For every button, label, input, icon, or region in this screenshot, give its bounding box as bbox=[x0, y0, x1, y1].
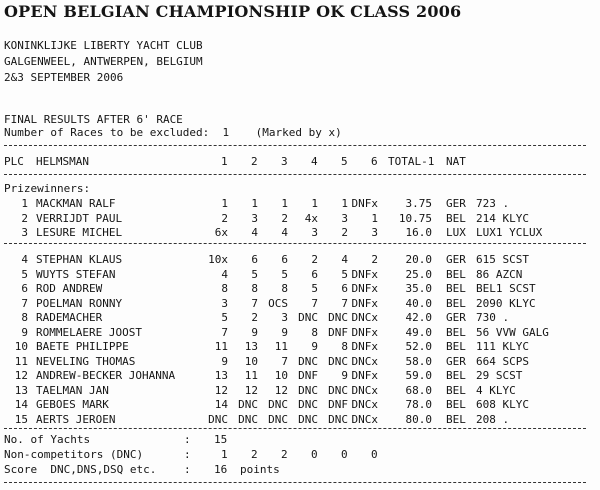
nat-cell: LUX bbox=[446, 226, 466, 239]
race-3-cell: DNC bbox=[268, 398, 288, 411]
race-6-cell: DNFx bbox=[351, 197, 378, 210]
table-row bbox=[0, 384, 600, 397]
header-total: TOTAL-1 bbox=[388, 155, 435, 168]
table-row bbox=[0, 355, 600, 368]
race-2-cell: 7 bbox=[251, 296, 258, 310]
place-cell: 5 bbox=[21, 267, 28, 281]
race-3-cell: 11 bbox=[274, 340, 288, 353]
race-1-cell: 9 bbox=[221, 354, 228, 368]
header-race-2: 2 bbox=[251, 155, 258, 168]
race-4-cell: 5 bbox=[311, 282, 318, 295]
nat-cell: GER bbox=[446, 197, 466, 210]
race-2-cell: 3 bbox=[251, 211, 258, 225]
race-6-cell: DNCx bbox=[351, 311, 378, 324]
helmsman-cell: AERTS JEROEN bbox=[36, 412, 116, 426]
race-3-cell: 8 bbox=[281, 282, 288, 295]
colon: : bbox=[184, 433, 191, 446]
race-6-cell: DNCx bbox=[351, 354, 378, 368]
place-cell: 2 bbox=[21, 211, 28, 225]
race-6-cell: DNCx bbox=[351, 398, 378, 411]
race-5-cell: 3 bbox=[341, 211, 348, 225]
race-3-cell: 5 bbox=[281, 267, 288, 281]
race-1-cell: 8 bbox=[221, 282, 228, 295]
race-2-cell: 11 bbox=[244, 369, 258, 382]
place-cell: 3 bbox=[21, 226, 28, 239]
header-race-5: 5 bbox=[341, 155, 348, 168]
race-5-cell: DNC bbox=[328, 383, 348, 397]
race-2-cell: DNC bbox=[238, 398, 258, 411]
header-nat: NAT bbox=[446, 155, 466, 168]
race-5-cell: 5 bbox=[341, 267, 348, 281]
header-race-6: 6 bbox=[371, 155, 378, 168]
race-5-cell: 7 bbox=[341, 296, 348, 310]
table-row bbox=[0, 326, 600, 339]
race-2-cell: 5 bbox=[251, 267, 258, 281]
score-value: 16 bbox=[214, 463, 228, 476]
helmsman-cell: VERRIJDT PAUL bbox=[36, 211, 123, 225]
race-4-cell: DNC bbox=[298, 398, 318, 411]
header-race-3: 3 bbox=[281, 155, 288, 168]
race-4-cell: DNC bbox=[298, 412, 318, 426]
page-title: OPEN BELGIAN CHAMPIONSHIP OK CLASS 2006 bbox=[4, 2, 462, 21]
race-4-cell: DNC bbox=[298, 383, 318, 397]
race-5-cell: DNF bbox=[328, 325, 348, 339]
table-row bbox=[0, 398, 600, 411]
nat-cell: BEL bbox=[446, 211, 466, 225]
divider bbox=[4, 145, 586, 146]
race-5-cell: 6 bbox=[341, 282, 348, 295]
helmsman-cell: RADEMACHER bbox=[36, 311, 103, 324]
race-1-cell: 10x bbox=[208, 253, 228, 266]
race-4-cell: DNC bbox=[298, 354, 318, 368]
race-6-cell: 1 bbox=[371, 211, 378, 225]
race-1-cell: 13 bbox=[214, 369, 228, 382]
race-5-cell: DNF bbox=[328, 398, 348, 411]
total-cell: 80.0 bbox=[405, 412, 432, 426]
noncomp-race-6: 0 bbox=[371, 448, 378, 461]
race-4-cell: 4x bbox=[304, 211, 318, 225]
place-cell: 6 bbox=[21, 282, 28, 295]
total-cell: 10.75 bbox=[398, 211, 432, 225]
sail-number-cell: 664 SCPS bbox=[476, 354, 529, 368]
race-3-cell: OCS bbox=[268, 296, 288, 310]
club-location: GALGENWEEL, ANTWERPEN, BELGIUM bbox=[4, 55, 203, 68]
table-row bbox=[0, 340, 600, 353]
race-5-cell: 4 bbox=[341, 253, 348, 266]
nat-cell: BEL bbox=[446, 267, 466, 281]
exclusion-note: Number of Races to be excluded: 1 (Marked by x) bbox=[4, 126, 342, 139]
yachts-label: No. of Yachts bbox=[4, 433, 91, 446]
header-helmsman: HELMSMAN bbox=[36, 155, 89, 168]
table-row bbox=[0, 212, 600, 225]
nat-cell: BEL bbox=[446, 383, 466, 397]
nat-cell: BEL bbox=[446, 340, 466, 353]
race-6-cell: DNFx bbox=[351, 282, 378, 295]
race-4-cell: 7 bbox=[311, 296, 318, 310]
race-5-cell: 1 bbox=[341, 197, 348, 210]
race-6-cell: DNFx bbox=[351, 340, 378, 353]
helmsman-cell: POELMAN RONNY bbox=[36, 296, 123, 310]
total-cell: 78.0 bbox=[405, 398, 432, 411]
place-cell: 11 bbox=[14, 354, 28, 368]
colon: : bbox=[184, 463, 191, 476]
total-cell: 49.0 bbox=[405, 325, 432, 339]
helmsman-cell: ROMMELAERE JOOST bbox=[36, 325, 142, 339]
race-4-cell: DNC bbox=[298, 311, 318, 324]
race-5-cell: DNC bbox=[328, 354, 348, 368]
event-dates: 2&3 SEPTEMBER 2006 bbox=[4, 71, 124, 84]
helmsman-cell: LESURE MICHEL bbox=[36, 226, 123, 239]
header-race-4: 4 bbox=[311, 155, 318, 168]
race-4-cell: 8 bbox=[311, 325, 318, 339]
nat-cell: BEL bbox=[446, 282, 466, 295]
nat-cell: BEL bbox=[446, 369, 466, 382]
race-5-cell: DNC bbox=[328, 412, 348, 426]
race-1-cell: 4 bbox=[221, 267, 228, 281]
sail-number-cell: 730 . bbox=[476, 311, 510, 324]
table-row bbox=[0, 369, 600, 382]
race-1-cell: 6x bbox=[214, 226, 228, 239]
sail-number-cell: 615 SCST bbox=[476, 253, 529, 266]
race-1-cell: 14 bbox=[214, 398, 228, 411]
place-cell: 12 bbox=[14, 369, 28, 382]
race-4-cell: 1 bbox=[311, 197, 318, 210]
race-3-cell: 3 bbox=[281, 311, 288, 324]
nat-cell: GER bbox=[446, 253, 466, 266]
yachts-count: 15 bbox=[214, 433, 228, 446]
race-2-cell: DNC bbox=[238, 412, 258, 426]
race-2-cell: 8 bbox=[251, 282, 258, 295]
race-3-cell: DNC bbox=[268, 412, 288, 426]
race-2-cell: 12 bbox=[244, 383, 258, 397]
table-row bbox=[0, 282, 600, 295]
nat-cell: GER bbox=[446, 354, 466, 368]
sail-number-cell: 214 KLYC bbox=[476, 211, 529, 225]
helmsman-cell: STEPHAN KLAUS bbox=[36, 253, 123, 266]
nat-cell: BEL bbox=[446, 398, 466, 411]
race-2-cell: 2 bbox=[251, 311, 258, 324]
race-4-cell: 6 bbox=[311, 267, 318, 281]
colon: : bbox=[184, 448, 191, 461]
race-4-cell: 2 bbox=[311, 253, 318, 266]
noncomp-race-4: 0 bbox=[311, 448, 318, 461]
score-unit: points bbox=[240, 463, 280, 476]
race-6-cell: DNCx bbox=[351, 383, 378, 397]
helmsman-cell: BAETE PHILIPPE bbox=[36, 340, 129, 353]
race-6-cell: 3 bbox=[371, 226, 378, 239]
race-3-cell: 12 bbox=[274, 383, 288, 397]
prizewinners-label: Prizewinners: bbox=[4, 182, 91, 195]
race-4-cell: 3 bbox=[311, 226, 318, 239]
race-5-cell: DNC bbox=[328, 311, 348, 324]
race-3-cell: 6 bbox=[281, 253, 288, 266]
race-1-cell: 11 bbox=[214, 340, 228, 353]
race-2-cell: 10 bbox=[244, 354, 258, 368]
club-name: KONINKLIJKE LIBERTY YACHT CLUB bbox=[4, 39, 203, 52]
race-1-cell: DNC bbox=[208, 412, 228, 426]
nat-cell: BEL bbox=[446, 325, 466, 339]
race-3-cell: 9 bbox=[281, 325, 288, 339]
helmsman-cell: WUYTS STEFAN bbox=[36, 267, 116, 281]
race-2-cell: 13 bbox=[244, 340, 258, 353]
race-6-cell: DNFx bbox=[351, 296, 378, 310]
table-row bbox=[0, 413, 600, 426]
table-row bbox=[0, 297, 600, 310]
race-3-cell: 4 bbox=[281, 226, 288, 239]
total-cell: 52.0 bbox=[405, 340, 432, 353]
race-5-cell: 8 bbox=[341, 340, 348, 353]
total-cell: 16.0 bbox=[405, 226, 432, 239]
sail-number-cell: 86 AZCN bbox=[476, 267, 523, 281]
total-cell: 35.0 bbox=[405, 282, 432, 295]
table-row bbox=[0, 253, 600, 266]
table-row bbox=[0, 226, 600, 239]
noncomp-race-3: 2 bbox=[281, 448, 288, 461]
race-5-cell: 2 bbox=[341, 226, 348, 239]
total-cell: 59.0 bbox=[405, 369, 432, 382]
results-heading: FINAL RESULTS AFTER 6' RACE bbox=[4, 113, 183, 126]
header-race-1: 1 bbox=[221, 155, 228, 168]
sail-number-cell: 608 KLYC bbox=[476, 398, 529, 411]
divider bbox=[4, 428, 586, 429]
total-cell: 3.75 bbox=[405, 197, 432, 210]
total-cell: 20.0 bbox=[405, 253, 432, 266]
total-cell: 68.0 bbox=[405, 383, 432, 397]
place-cell: 4 bbox=[21, 253, 28, 266]
place-cell: 14 bbox=[14, 398, 28, 411]
helmsman-cell: TAELMAN JAN bbox=[36, 383, 109, 397]
sail-number-cell: LUX1 YCLUX bbox=[476, 226, 543, 239]
race-1-cell: 12 bbox=[214, 383, 228, 397]
race-6-cell: 2 bbox=[371, 253, 378, 266]
place-cell: 7 bbox=[21, 296, 28, 310]
race-1-cell: 5 bbox=[221, 311, 228, 324]
race-3-cell: 1 bbox=[281, 197, 288, 210]
place-cell: 9 bbox=[21, 325, 28, 339]
sail-number-cell: BEL1 SCST bbox=[476, 282, 536, 295]
helmsman-cell: ANDREW-BECKER JOHANNA bbox=[36, 369, 176, 382]
divider bbox=[4, 482, 586, 483]
race-6-cell: DNCx bbox=[351, 412, 378, 426]
nat-cell: BEL bbox=[446, 296, 466, 310]
total-cell: 25.0 bbox=[405, 267, 432, 281]
helmsman-cell: MACKMAN RALF bbox=[36, 197, 116, 210]
header-plc: PLC bbox=[4, 155, 24, 168]
noncomp-label: Non-competitors (DNC) bbox=[4, 448, 144, 461]
race-3-cell: 7 bbox=[281, 354, 288, 368]
helmsman-cell: ROD ANDREW bbox=[36, 282, 103, 295]
race-1-cell: 1 bbox=[221, 197, 228, 210]
table-row bbox=[0, 268, 600, 281]
sail-number-cell: 4 KLYC bbox=[476, 383, 516, 397]
race-5-cell: 9 bbox=[341, 369, 348, 382]
sail-number-cell: 111 KLYC bbox=[476, 340, 529, 353]
noncomp-race-1: 1 bbox=[221, 448, 228, 461]
race-1-cell: 7 bbox=[221, 325, 228, 339]
divider bbox=[4, 243, 586, 244]
total-cell: 40.0 bbox=[405, 296, 432, 310]
race-2-cell: 1 bbox=[251, 197, 258, 210]
race-1-cell: 2 bbox=[221, 211, 228, 225]
race-6-cell: DNFx bbox=[351, 267, 378, 281]
sail-number-cell: 2090 KLYC bbox=[476, 296, 536, 310]
score-label: Score DNC,DNS,DSQ etc. bbox=[4, 463, 157, 476]
race-1-cell: 3 bbox=[221, 296, 228, 310]
nat-cell: BEL bbox=[446, 412, 466, 426]
race-3-cell: 2 bbox=[281, 211, 288, 225]
noncomp-race-5: 0 bbox=[341, 448, 348, 461]
sail-number-cell: 723 . bbox=[476, 197, 510, 210]
place-cell: 13 bbox=[14, 383, 28, 397]
total-cell: 58.0 bbox=[405, 354, 432, 368]
helmsman-cell: GEBOES MARK bbox=[36, 398, 109, 411]
noncomp-race-2: 2 bbox=[251, 448, 258, 461]
sail-number-cell: 56 VVW GALG bbox=[476, 325, 549, 339]
divider bbox=[4, 174, 586, 175]
race-3-cell: 10 bbox=[274, 369, 288, 382]
table-row bbox=[0, 197, 600, 210]
total-cell: 42.0 bbox=[405, 311, 432, 324]
nat-cell: GER bbox=[446, 311, 466, 324]
place-cell: 15 bbox=[14, 412, 28, 426]
race-4-cell: 9 bbox=[311, 340, 318, 353]
race-2-cell: 9 bbox=[251, 325, 258, 339]
table-row bbox=[0, 311, 600, 324]
place-cell: 1 bbox=[21, 197, 28, 210]
race-2-cell: 6 bbox=[251, 253, 258, 266]
race-6-cell: DNFx bbox=[351, 325, 378, 339]
place-cell: 10 bbox=[14, 340, 28, 353]
race-4-cell: DNF bbox=[298, 369, 318, 382]
race-6-cell: DNFx bbox=[351, 369, 378, 382]
race-2-cell: 4 bbox=[251, 226, 258, 239]
sail-number-cell: 208 . bbox=[476, 412, 510, 426]
sail-number-cell: 29 SCST bbox=[476, 369, 523, 382]
helmsman-cell: NEVELING THOMAS bbox=[36, 354, 136, 368]
place-cell: 8 bbox=[21, 311, 28, 324]
